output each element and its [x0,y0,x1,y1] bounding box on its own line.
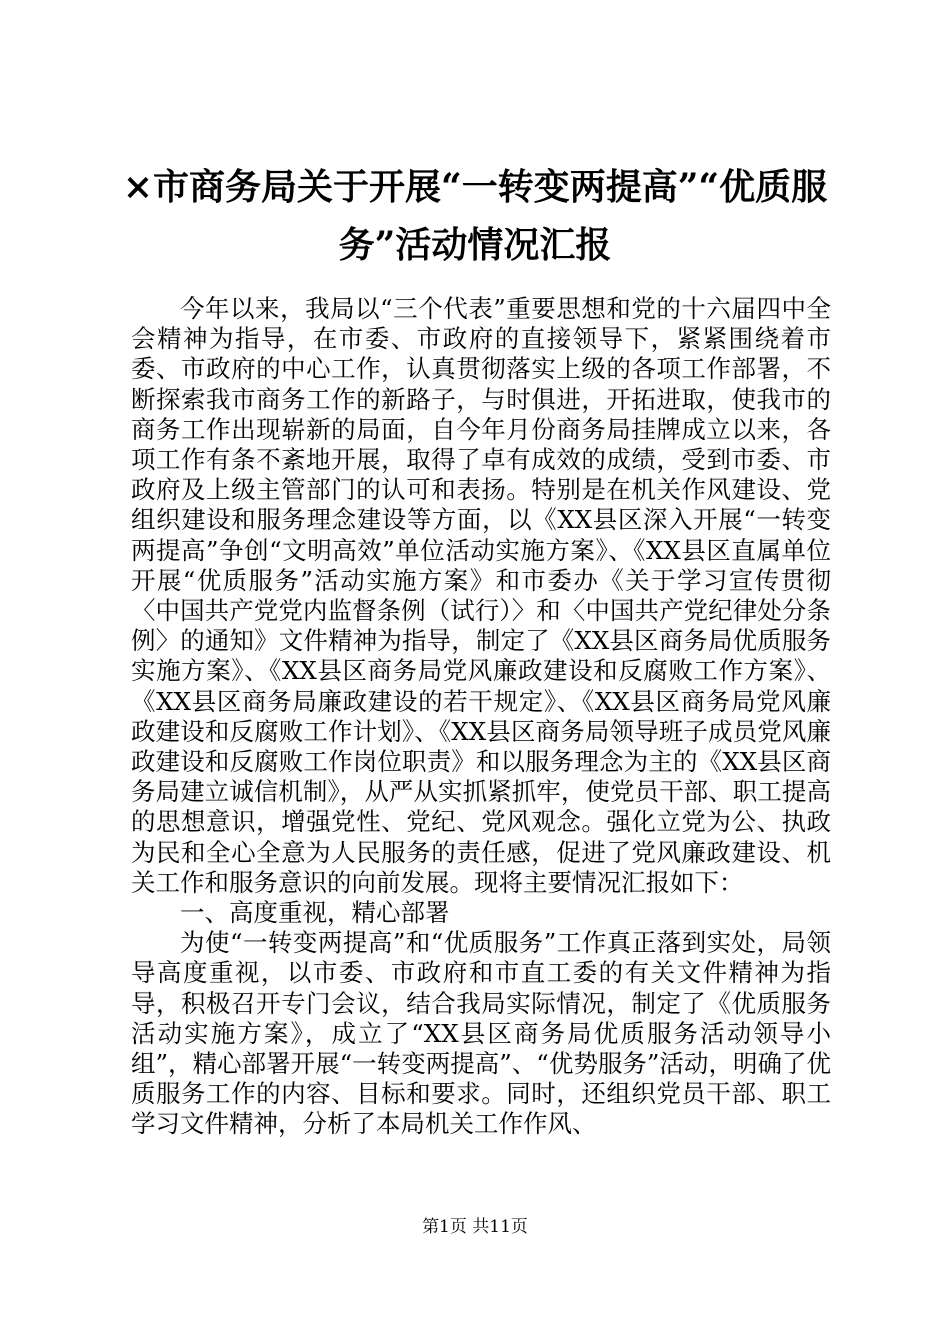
page-footer: 第1页 共11页 [422,1217,528,1237]
document-body [131,294,831,1140]
document-title: ×市商务局关于开展“一转变两提高”“优质服务”活动情况汇报 [122,166,828,266]
paragraph-section-1: 为使“一转变两提高”和“优质服务”工作真正落到实处，局领导高度重视，以市委、市政府和市直工委的有关文件精神为指导，积极召开专门会议，结合我局实际情况，制定了《优质服务活动实施方案》，成立了“XX县区商务局优质服务活动领导小组”，精心部署开展“一转变两提高”、“优势服务”活动，明确了优质服务工作的内容、目标和要求。同时，还组织党员干部、职工学习文件精神，分析了本局机关工作作风、 [131,928,831,1139]
paragraph-intro: 今年以来，我局以“三个代表”重要思想和党的十六届四中全会精神为指导，在市委、市政府的直接领导下，紧紧围绕着市委、市政府的中心工作，认真贯彻落实上级的各项工作部署，不断探索我市商务工作的新路子，与时俱进，开拓进取，使我市的商务工作出现崭新的局面，自今年月份商务局挂牌成立以来，各项工作有条不紊地开展，取得了卓有成效的成绩，受到市委、市政府及上级主管部门的认可和表扬。特别是在机关作风建设、党组织建设和服务理念建设等方面，以《XX县区深入开展“一转变两提高”争创“文明高效”单位活动实施方案》、《XX县区直属单位开展“优质服务”活动实施方案》和市委办《关于学习宣传贯彻〈中国共产党党内监督条例（试行）〉和〈中国共产党纪律处分条例〉的通知》文件精神为指导，制定了《XX县区商务局优质服务实施方案》、《XX县区商务局党风廉政建设和反腐败工作方案》、《XX县区商务局廉政建设的若干规定》、《XX县区商务局党风廉政建设和反腐败工作计划》、《XX县区商务局领导班子成员党风廉政建设和反腐败工作岗位职责》和以服务理念为主的《XX县区商务局建立诚信机制》，从严从实抓紧抓牢，使党员干部、职工提高的思想意识，增强党性、党纪、党风观念。强化立党为公、执政为民和全心全意为人民服务的责任感，促进了党风廉政建设、机关工作和服务意识的向前发展。现将主要情况汇报如下： [131,294,831,897]
section-heading-1: 一、高度重视，精心部署 [180,898,450,928]
